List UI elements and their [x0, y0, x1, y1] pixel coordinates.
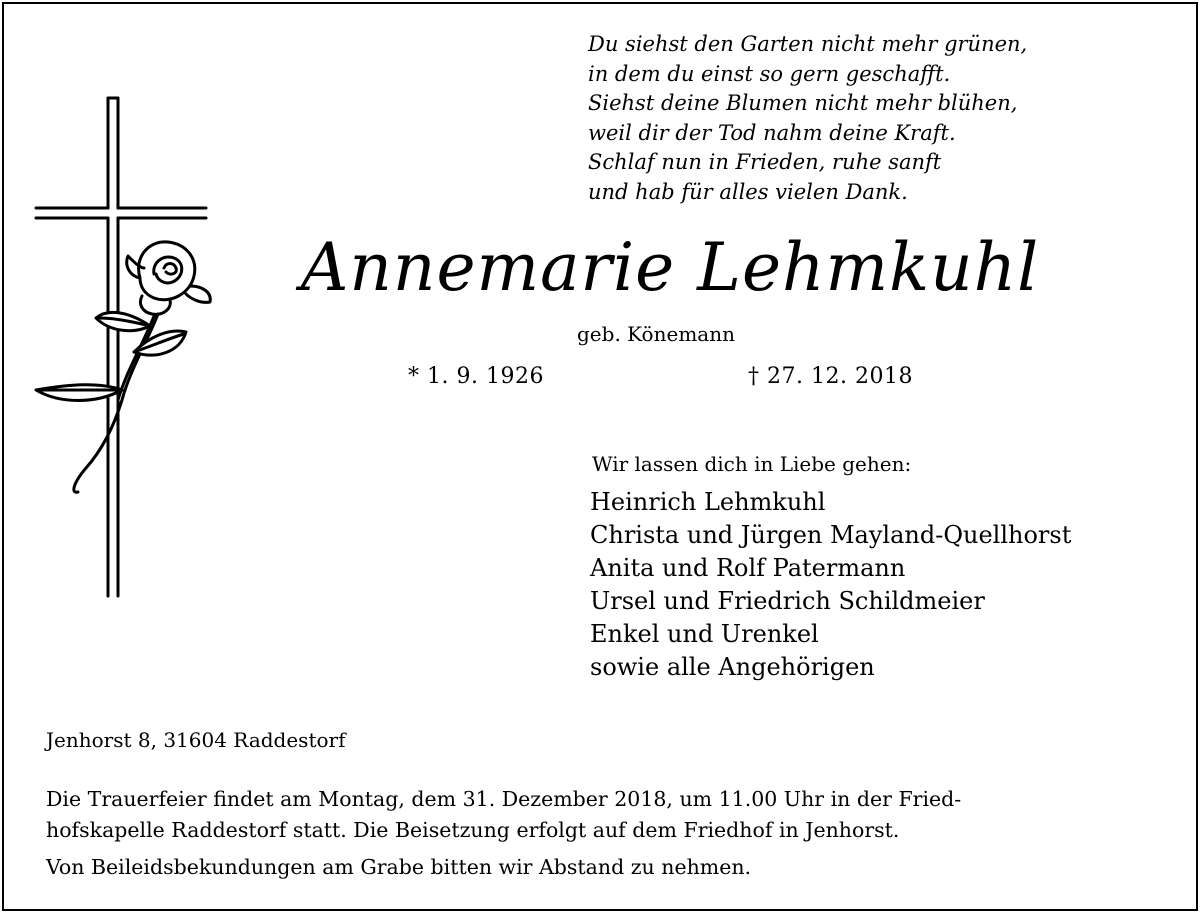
deceased-name: Annemarie Lehmkuhl: [300, 229, 1040, 306]
mourner-name: sowie alle Angehörigen: [590, 653, 875, 681]
address: Jenhorst 8, 31604 Raddestorf: [46, 728, 346, 752]
condolence-request: Von Beileidsbekundungen am Grabe bitten wir Abstand zu nehmen.: [46, 855, 752, 879]
poem-line: Siehst deine Blumen nicht mehr blühen,: [588, 91, 1018, 115]
poem-line: und hab für alles vielen Dank.: [588, 179, 908, 204]
mourner-name: Enkel und Urenkel: [590, 620, 819, 648]
poem-line: weil dir der Tod nahm deine Kraft.: [588, 120, 956, 145]
mourners-intro: Wir lassen dich in Liebe gehen:: [592, 452, 912, 476]
service-notice: [46, 784, 1161, 846]
poem-line: Schlaf nun in Frieden, ruhe sanft: [588, 150, 942, 174]
poem: [588, 30, 1128, 207]
poem-line: in dem du einst so gern geschafft.: [588, 61, 951, 86]
service-notice-line: Die Trauerfeier findet am Montag, dem 31. Dezember 2018, um 11.00 Uhr in der Fried-: [46, 787, 962, 811]
cross-with-rose-icon: [30, 90, 230, 610]
mourner-name: Anita und Rolf Patermann: [590, 554, 906, 582]
poem-line: Du siehst den Garten nicht mehr grünen,: [588, 32, 1028, 56]
birth-date: * 1. 9. 1926: [408, 364, 544, 389]
mourner-name: Ursel und Friedrich Schildmeier: [590, 587, 985, 615]
maiden-name: geb. Könemann: [577, 322, 735, 346]
mourner-name: Christa und Jürgen Mayland-Quellhorst: [590, 521, 1072, 549]
mourners-list: [590, 486, 1071, 684]
service-notice-line: hofskapelle Raddestorf statt. Die Beisetzung erfolgt auf dem Friedhof in Jenhorst.: [46, 818, 900, 842]
death-date: † 27. 12. 2018: [748, 364, 913, 389]
mourner-name: Heinrich Lehmkuhl: [590, 488, 826, 516]
